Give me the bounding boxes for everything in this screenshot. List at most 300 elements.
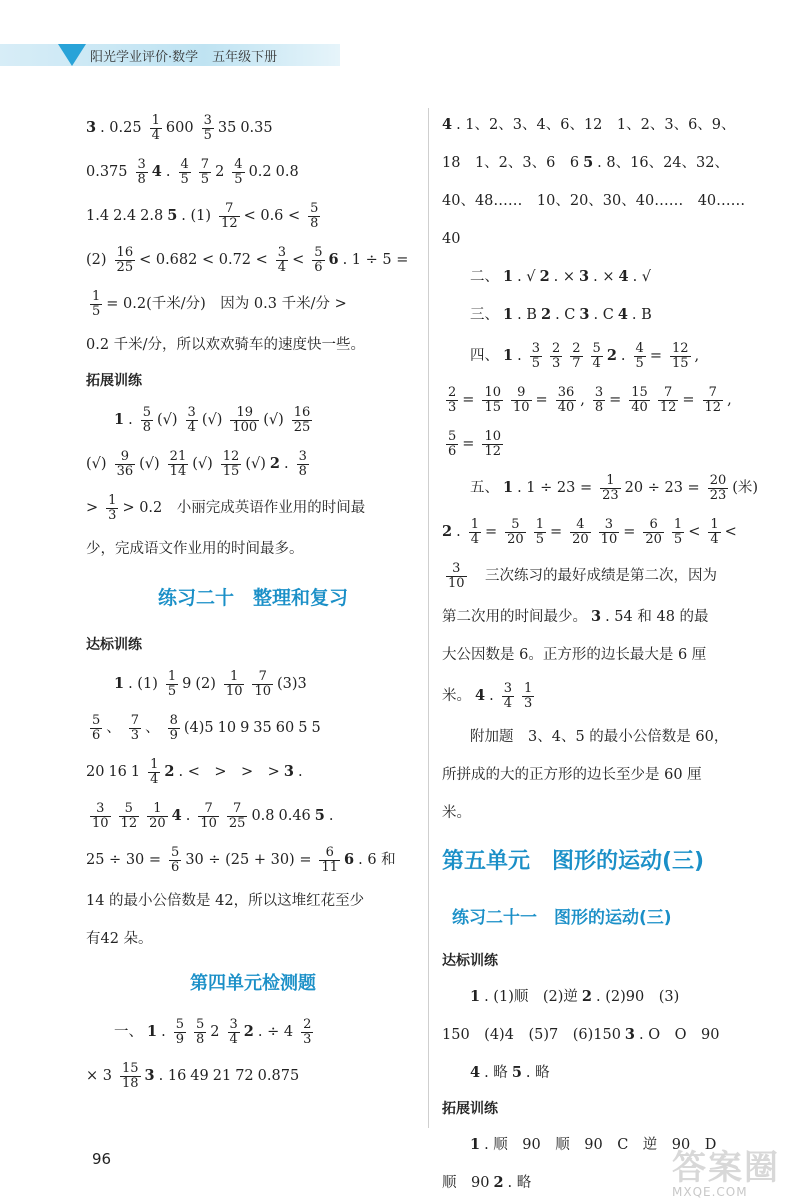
fraction-denominator: 6	[171, 859, 180, 875]
fraction-numerator: 19	[236, 404, 254, 420]
answer-line	[86, 882, 420, 920]
answer-text: < 0.682 < 0.72 <	[139, 252, 268, 268]
answer-line	[442, 334, 762, 378]
fraction	[166, 670, 178, 698]
answer-text: 0.46	[278, 808, 311, 824]
question-number: 1	[503, 268, 514, 285]
fraction-numerator: 1	[153, 800, 162, 816]
answer-text: ,	[727, 392, 732, 408]
answer-text: . 8、16、24、32、	[597, 155, 729, 171]
fraction-numerator: 6	[325, 844, 334, 860]
question-number: 2	[540, 306, 552, 323]
answer-text: 0.8	[251, 808, 275, 824]
fraction-numerator: 16	[116, 244, 134, 260]
section-label-tuozhan: 拓展训练	[442, 1101, 498, 1117]
fraction	[224, 670, 245, 698]
question-number: 1	[503, 347, 514, 364]
fraction	[194, 1018, 206, 1046]
fraction-denominator: 5	[203, 127, 212, 143]
answer-line	[86, 326, 420, 364]
fraction-numerator: 3	[531, 340, 540, 356]
fraction-denominator: 4	[470, 531, 479, 547]
answer-text: .	[283, 456, 289, 472]
fraction-denominator: 3	[448, 399, 457, 415]
fraction	[174, 1018, 186, 1046]
question-number: 6	[344, 851, 355, 868]
fraction-denominator: 8	[298, 463, 307, 479]
answer-line	[86, 706, 420, 750]
answer-text: . (1)	[128, 676, 158, 692]
fraction-denominator: 10	[225, 683, 243, 699]
fraction-denominator: 6	[92, 727, 101, 743]
fraction-denominator: 10	[512, 399, 530, 415]
fraction	[703, 386, 724, 414]
answer-text: (√)	[192, 456, 213, 472]
fraction-numerator: 7	[200, 156, 210, 172]
fraction	[511, 386, 532, 414]
fraction-denominator: 23	[709, 487, 727, 503]
question-number: 1	[114, 675, 125, 692]
fraction-numerator: 4	[635, 340, 644, 356]
header-grade: 五年级下册	[212, 50, 278, 65]
answer-line	[442, 756, 762, 794]
answer-text: 二、	[470, 269, 499, 285]
fraction	[199, 158, 211, 186]
answer-text: . 16	[158, 1068, 187, 1084]
fraction-numerator: 12	[671, 340, 689, 356]
answer-text: .	[517, 348, 522, 364]
answer-text: 150 (4)4 (5)7 (6)150	[442, 1027, 621, 1043]
fraction	[141, 406, 153, 434]
answer-text: (2)	[195, 676, 216, 692]
answer-text: 米。	[442, 688, 471, 704]
answer-text: 35	[253, 720, 272, 736]
fraction-numerator: 10	[484, 428, 501, 444]
fraction-denominator: 15	[671, 355, 689, 371]
question-number: 3	[579, 268, 590, 285]
fraction	[90, 714, 102, 742]
answer-line	[86, 838, 420, 882]
answer-line	[442, 674, 762, 718]
fraction-numerator: 5	[592, 340, 601, 356]
fraction	[670, 342, 691, 370]
answer-text: 0.8	[275, 164, 299, 180]
fraction-denominator: 4	[150, 771, 159, 787]
fraction-denominator: 14	[169, 463, 187, 479]
question-number: 1	[147, 1023, 158, 1040]
fraction-numerator: 7	[225, 200, 234, 216]
fraction	[629, 386, 650, 414]
answer-text: . C	[555, 307, 576, 323]
question-number: 1	[470, 988, 481, 1005]
answer-text: 25 ÷ 30 =	[86, 852, 162, 868]
answer-text: =	[484, 524, 498, 540]
answer-text: 0.2 千米/分，所以欢欢骑车的速度快一些。	[86, 337, 366, 353]
question-number: 2	[606, 347, 617, 364]
fraction-denominator: 8	[142, 419, 151, 435]
answer-line	[442, 106, 762, 144]
fraction-denominator: 25	[228, 815, 246, 831]
answer-line	[86, 282, 420, 326]
question-number: 5	[314, 807, 325, 824]
section-label-tuozhan: 拓展训练	[86, 373, 142, 389]
answer-text: . ×	[553, 269, 576, 285]
answer-text: (4)5	[183, 720, 214, 736]
fraction-denominator: 18	[121, 1075, 139, 1091]
title-unit5: 第五单元 图形的运动(三)	[442, 849, 705, 874]
fraction-numerator: 3	[277, 244, 287, 260]
answer-text: 16	[108, 764, 127, 780]
header-text	[90, 46, 277, 65]
fraction-numerator: 7	[233, 800, 242, 816]
fraction-denominator: 25	[116, 259, 134, 275]
answer-text: >	[86, 500, 99, 516]
fraction-numerator: 3	[604, 516, 614, 532]
answer-text: 20	[86, 764, 105, 780]
fraction	[230, 406, 259, 434]
answer-line	[442, 510, 762, 554]
answer-text: <	[688, 524, 701, 540]
fraction-denominator: 10	[200, 815, 217, 831]
fraction	[643, 518, 664, 546]
answer-text: =	[609, 392, 622, 408]
answer-text: . 0.25	[100, 120, 142, 136]
page-number: 96	[92, 1150, 112, 1168]
answer-text: 5	[298, 720, 308, 736]
answer-text: . 1 ÷ 23 =	[517, 480, 593, 496]
fraction	[550, 342, 562, 370]
fraction-numerator: 5	[175, 1016, 184, 1032]
answer-text: <	[724, 524, 737, 540]
answer-text: > 0.2 小丽完成英语作业用的时间最	[122, 500, 366, 516]
title-unit4_test: 第四单元检测题	[190, 973, 316, 994]
fraction-denominator: 8	[310, 215, 319, 231]
answer-line	[442, 598, 762, 636]
answer-text: (√)	[263, 412, 284, 428]
question-number: 2	[269, 455, 280, 472]
answer-line	[86, 1054, 420, 1098]
fraction-numerator: 5	[92, 712, 101, 728]
answer-text: 72	[235, 1068, 254, 1084]
fraction	[570, 342, 582, 370]
fraction-numerator: 5	[142, 404, 151, 420]
fraction	[106, 494, 118, 522]
answer-text: . < > > >	[178, 764, 280, 780]
answer-text: 米。	[442, 805, 471, 821]
answer-text: 5	[311, 720, 321, 736]
fraction	[446, 386, 458, 414]
answer-text: =	[535, 392, 548, 408]
answer-text: = 0.2(千米/分) 因为 0.3 千米/分 >	[106, 296, 347, 312]
answer-text: 0.2	[248, 164, 272, 180]
fraction-denominator: 15	[222, 463, 240, 479]
answer-text: <	[292, 252, 305, 268]
question-number: 5	[511, 1064, 522, 1081]
answer-line	[86, 486, 420, 530]
answer-text: . (1)顺 (2)逆	[484, 989, 578, 1005]
fraction-numerator: 5	[124, 800, 133, 816]
fraction-denominator: 5	[167, 683, 177, 699]
fraction-denominator: 10	[92, 815, 109, 831]
question-number: 6	[328, 251, 339, 268]
fraction	[228, 1018, 240, 1046]
fraction	[227, 802, 248, 830]
fraction	[168, 714, 180, 742]
fraction-numerator: 15	[631, 384, 648, 400]
fraction	[591, 342, 603, 370]
answer-text: 所拼成的大的正方形的边长至少是 60 厘	[442, 767, 702, 783]
answer-line	[86, 398, 420, 442]
fraction	[168, 450, 189, 478]
answer-text: ,	[580, 392, 585, 408]
fraction-denominator: 4	[229, 1031, 238, 1047]
answer-text: .	[489, 688, 494, 704]
answer-line	[442, 554, 762, 598]
fraction-denominator: 20	[645, 531, 662, 547]
answer-text: 14 的最小公倍数是 42，所以这堆红花至少	[86, 893, 365, 909]
fraction	[186, 406, 198, 434]
fraction	[446, 430, 458, 458]
fraction	[319, 846, 340, 874]
question-number: 4	[171, 807, 182, 824]
fraction-denominator: 40	[557, 399, 575, 415]
fraction-numerator: 2	[572, 340, 581, 356]
fraction-numerator: 1	[108, 492, 117, 508]
question-number: 4	[442, 116, 453, 133]
title-ex21: 练习二十一 图形的运动(三)	[452, 908, 672, 928]
answer-text: (√)	[201, 412, 223, 428]
answer-text: 0.375	[86, 164, 128, 180]
fraction	[570, 518, 591, 546]
answer-text: 、	[106, 720, 121, 736]
fraction	[219, 202, 240, 230]
question-number: 4	[617, 306, 628, 323]
fraction-denominator: 100	[232, 419, 258, 435]
question-number: 2	[493, 1174, 504, 1191]
fraction-numerator: 15	[121, 1060, 139, 1076]
answer-text: 20 ÷ 23 =	[624, 480, 700, 496]
fraction-numerator: 8	[169, 712, 178, 728]
question-number: 3	[591, 608, 602, 625]
fraction-denominator: 5	[531, 355, 540, 371]
answer-text: 附加题 3、4、5 的最小公倍数是 60，	[470, 729, 729, 745]
answer-line	[442, 422, 762, 466]
answer-text: . C	[593, 307, 614, 323]
fraction-numerator: 3	[137, 156, 146, 172]
fraction-denominator: 12	[120, 815, 138, 831]
fraction-numerator: 20	[709, 472, 727, 488]
fraction	[120, 1062, 141, 1090]
fraction-denominator: 4	[503, 695, 512, 711]
fraction-numerator: 9	[120, 448, 129, 464]
answer-text: .	[328, 808, 334, 824]
answer-line	[86, 194, 420, 238]
fraction-numerator: 1	[150, 756, 159, 772]
fraction-denominator: 10	[448, 575, 465, 591]
fraction	[90, 290, 102, 318]
fraction-numerator: 5	[310, 200, 319, 216]
answer-line	[442, 978, 762, 1016]
answer-text: 30 ÷ (25 + 30) =	[185, 852, 312, 868]
question-number: 3	[624, 1026, 636, 1043]
answer-line	[442, 258, 762, 296]
answer-line	[86, 920, 420, 958]
answer-text: 1	[130, 764, 141, 780]
fraction-numerator: 1	[606, 472, 615, 488]
answer-text: 第二次用的时间最少。	[442, 609, 587, 625]
fraction	[505, 518, 526, 546]
fraction-denominator: 15	[484, 399, 501, 415]
fraction	[708, 474, 729, 502]
answer-text: 35	[217, 120, 237, 136]
fraction-denominator: 3	[523, 695, 533, 711]
fraction-denominator: 3	[130, 727, 140, 743]
answer-text: 9	[182, 676, 192, 692]
question-number: 3	[579, 306, 590, 323]
answer-text: . 略	[507, 1175, 532, 1191]
fraction-numerator: 7	[204, 800, 213, 816]
answer-line	[442, 144, 762, 182]
fraction	[115, 246, 136, 274]
answer-text: (√)	[156, 412, 178, 428]
fraction-denominator: 5	[234, 171, 243, 187]
answer-text: (3)3	[277, 676, 307, 692]
fraction	[308, 202, 320, 230]
answer-text: . 54 和 48 的最	[605, 609, 709, 625]
answer-text: 600	[165, 120, 194, 136]
fraction-numerator: 36	[557, 384, 575, 400]
answer-text: 10	[217, 720, 237, 736]
fraction-numerator: 7	[708, 384, 717, 400]
answer-text: 、	[145, 720, 160, 736]
question-number: 5	[583, 154, 594, 171]
fraction-denominator: 40	[631, 399, 648, 415]
right-column	[442, 106, 762, 1202]
fraction-denominator: 9	[169, 727, 178, 743]
fraction-denominator: 8	[137, 171, 146, 187]
fraction-denominator: 4	[277, 259, 287, 275]
answer-line	[86, 442, 420, 486]
section-label-dabiao: 达标训练	[442, 953, 498, 969]
answer-line	[86, 106, 420, 150]
fraction-numerator: 16	[293, 404, 311, 420]
answer-line	[442, 636, 762, 674]
answer-text: (√)	[245, 456, 266, 472]
answer-line	[86, 1010, 420, 1054]
watermark-url: MXQE.COM	[672, 1185, 748, 1199]
answer-line	[442, 718, 762, 756]
fraction-numerator: 5	[314, 244, 323, 260]
question-number: 2	[164, 763, 175, 780]
answer-line	[442, 1054, 762, 1092]
fraction	[276, 246, 288, 274]
fraction	[129, 714, 141, 742]
fraction	[119, 802, 140, 830]
answer-text: 五、	[470, 480, 499, 496]
fraction	[482, 386, 503, 414]
answer-line	[442, 220, 762, 258]
question-number: 4	[475, 687, 486, 704]
watermark-logo-text: 答案圈	[672, 1148, 780, 1188]
fraction	[312, 246, 324, 274]
answer-line	[442, 466, 762, 510]
question-number: 2	[581, 988, 592, 1005]
fraction-numerator: 3	[503, 680, 512, 696]
fraction-numerator: 10	[484, 384, 501, 400]
fraction-numerator: 1	[151, 112, 160, 128]
answer-text: =	[549, 524, 563, 540]
fraction	[600, 474, 621, 502]
answer-text: . 1、2、3、4、6、12 1、2、3、6、9、	[456, 117, 736, 133]
fraction-numerator: 3	[96, 800, 105, 816]
fraction-denominator: 5	[200, 171, 210, 187]
answer-line	[442, 794, 762, 832]
fraction-denominator: 20	[149, 815, 166, 831]
answer-text: 2	[215, 164, 225, 180]
fraction-denominator: 5	[92, 303, 101, 319]
fraction	[446, 562, 467, 590]
answer-text: 0.35	[240, 120, 273, 136]
answer-text: .	[297, 764, 303, 780]
fraction-denominator: 4	[187, 419, 196, 435]
fraction-denominator: 11	[321, 859, 339, 875]
fraction-numerator: 12	[222, 448, 240, 464]
fraction-denominator: 3	[551, 355, 561, 371]
fraction-denominator: 5	[535, 531, 544, 547]
answer-text: 有42 朵。	[86, 931, 153, 947]
answer-text: 大公因数是 6。正方形的边长最大是 6 厘	[442, 647, 707, 663]
answer-text: < 0.6 <	[243, 208, 301, 224]
answer-text: . 略	[525, 1065, 550, 1081]
answer-line	[86, 750, 420, 794]
fraction	[169, 846, 181, 874]
fraction-numerator: 2	[303, 1016, 312, 1032]
question-number: 3	[144, 1067, 155, 1084]
fraction	[658, 386, 679, 414]
fraction-denominator: 8	[195, 1031, 205, 1047]
answer-line	[442, 296, 762, 334]
fraction-denominator: 8	[594, 399, 604, 415]
fraction	[148, 758, 160, 786]
answer-line	[86, 530, 420, 568]
left-column	[86, 106, 420, 1098]
answer-text: 18 1、2、3、6 6	[442, 155, 580, 171]
answer-text: (米)	[732, 480, 759, 496]
fraction-denominator: 20	[507, 531, 524, 547]
answer-text: 49	[190, 1068, 209, 1084]
fraction	[198, 802, 219, 830]
answer-text: (√)	[139, 456, 160, 472]
fraction	[599, 518, 620, 546]
answer-text: × 3	[86, 1068, 112, 1084]
answer-text: .	[620, 348, 626, 364]
header-triangle-icon	[58, 44, 86, 66]
fraction	[556, 386, 577, 414]
fraction	[232, 158, 244, 186]
section-label-dabiao: 达标训练	[86, 637, 142, 653]
answer-text: (√)	[86, 456, 107, 472]
answer-line	[86, 150, 420, 194]
fraction	[502, 682, 514, 710]
fraction-numerator: 3	[452, 560, 461, 576]
answer-text: (2)	[86, 252, 107, 268]
fraction-denominator: 6	[314, 259, 323, 275]
answer-text: 1.4	[86, 208, 110, 224]
answer-text: . (2)90 (3)	[595, 989, 680, 1005]
fraction-denominator: 12	[659, 399, 677, 415]
fraction-denominator: 7	[572, 355, 581, 371]
fraction-denominator: 9	[175, 1031, 184, 1047]
